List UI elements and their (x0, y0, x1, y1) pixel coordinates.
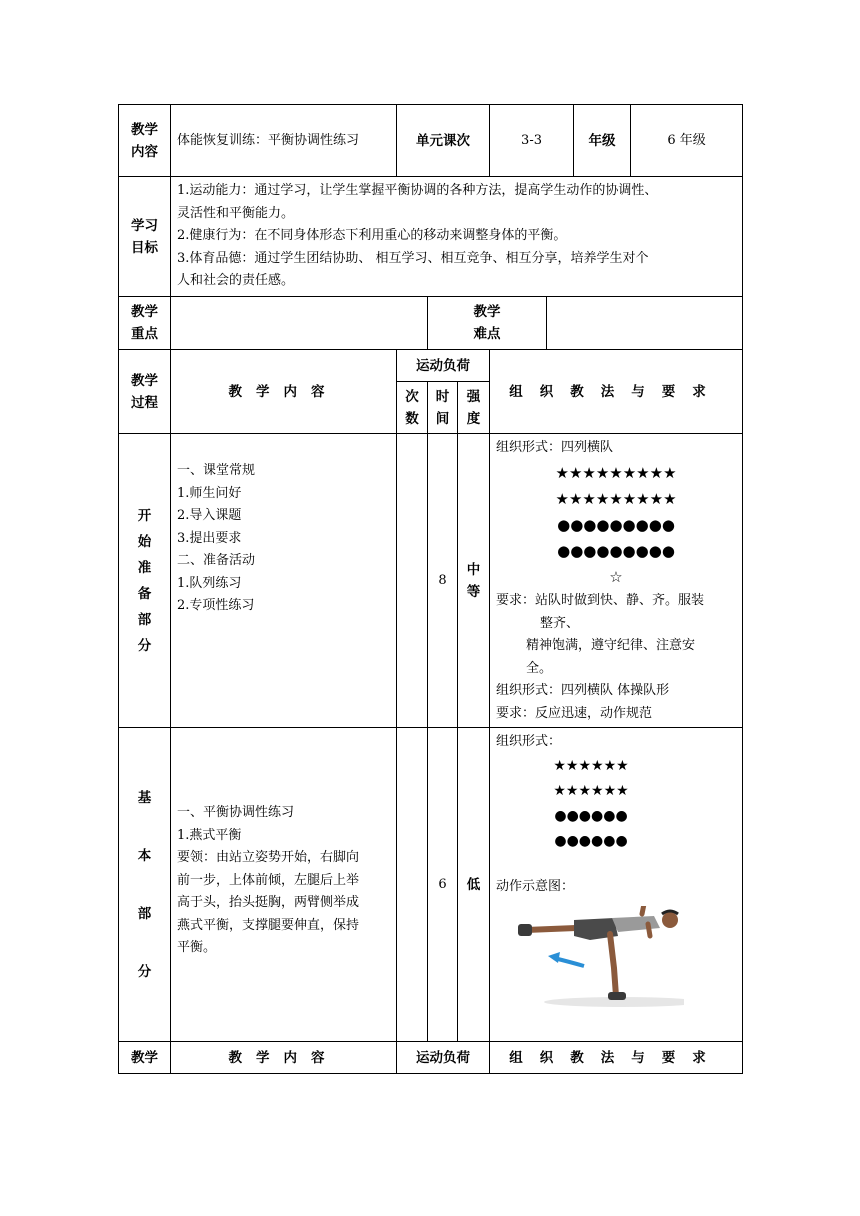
unit-label: 单元课次 (397, 105, 490, 177)
basic-section-row (119, 728, 743, 1042)
start-org-title: 组织形式：四列横队 (496, 440, 614, 455)
count-header: 次 数 (397, 382, 428, 434)
basic-section-content: 一、平衡协调性练习 1.燕式平衡 要领：由站立姿势开始，右脚向 前一步，上体前倾，左腿后上举 高于头，抬头挺胸，两臂侧举成 燕式平衡，支撑腿要伸直，保持 平衡。 (171, 728, 397, 1042)
lesson-plan-page (118, 104, 742, 1074)
start-section-content: 一、课堂常规 1.师生问好 2.导入课题 3.提出要求 二、准备活动 1.队列练习 2.专项性练习 (171, 434, 397, 728)
grade-label: 年级 (574, 105, 631, 177)
start-formation (496, 460, 736, 590)
basic-formation (496, 754, 686, 854)
lesson-plan-table (118, 104, 743, 1074)
formation-row: ★★★★★★★★★ (555, 490, 677, 508)
diagram-title: 动作示意图： (496, 879, 575, 894)
header-row (119, 105, 743, 177)
basic-org-title: 组织形式： (496, 734, 562, 749)
basic-count (397, 728, 428, 1042)
formation-row: ●●●●●●●●● (557, 516, 675, 534)
focus-row (119, 297, 743, 350)
formation-row: ●●●●●● (554, 833, 628, 849)
footer-label: 教学 (119, 1042, 171, 1074)
content-value: 体能恢复训练：平衡协调性练习 (171, 105, 397, 177)
objectives-row (119, 177, 743, 297)
process-content-header: 教学内容 (171, 350, 397, 434)
basic-time: 6 (428, 728, 458, 1042)
basic-method (490, 728, 743, 1042)
start-requirements: 要求：站队时做到快、静、齐。服装 整齐、 精神饱满，遵守纪律、注意安 全。 组织形式：四列横队 体操队形 要求：反应迅速，动作规范 (496, 593, 705, 721)
footer-content-header: 教学内容 (171, 1042, 397, 1074)
objectives-text: 1.运动能力：通过学习，让学生掌握平衡协调的各种方法，提高学生动作的协调性、 灵活性和平衡能力。 2.健康行为：在不同身体形态下利用重心的移动来调整身体的平衡。 3.体育品德：通过学生团结协助、 相互学习、相互竞争、相互分享，培养学生对个 人和社会的责任感。 (171, 177, 743, 297)
objectives-label: 学习 目标 (119, 177, 171, 297)
difficult-point-label: 教学 难点 (428, 297, 547, 350)
key-point-value (171, 297, 428, 350)
start-time: 8 (428, 434, 458, 728)
footer-header-row (119, 1042, 743, 1074)
unit-value: 3-3 (490, 105, 574, 177)
grade-value: 6 年级 (631, 105, 743, 177)
intensity-header: 强 度 (458, 382, 490, 434)
load-header: 运动负荷 (397, 350, 490, 382)
process-header-row-1 (119, 350, 743, 382)
basic-section-label: 基 本 部 分 (119, 728, 171, 1042)
start-count (397, 434, 428, 728)
formation-row: ★★★★★★★★★ (555, 464, 677, 482)
start-intensity: 中 等 (458, 434, 490, 728)
difficult-point-value (547, 297, 743, 350)
formation-row: ●●●●●●●●● (557, 542, 675, 560)
basic-intensity: 低 (458, 728, 490, 1042)
process-label: 教学 过程 (119, 350, 171, 434)
formation-row: ★★★★★★ (553, 783, 629, 799)
content-label: 教学 内容 (119, 105, 171, 177)
time-header: 时 间 (428, 382, 458, 434)
swallow-balance-figure-image (514, 906, 684, 1016)
key-point-label: 教学 重点 (119, 297, 171, 350)
footer-method-header: 组织教法与要求 (490, 1042, 743, 1074)
teacher-position-icon: ☆ (609, 568, 623, 586)
method-header: 组织教法与要求 (490, 350, 743, 434)
formation-row: ●●●●●● (554, 808, 628, 824)
start-method (490, 434, 743, 728)
start-section-row (119, 434, 743, 728)
start-section-label: 开 始 准 备 部 分 (119, 434, 171, 728)
formation-row: ★★★★★★ (553, 758, 629, 774)
footer-load-header: 运动负荷 (397, 1042, 490, 1074)
